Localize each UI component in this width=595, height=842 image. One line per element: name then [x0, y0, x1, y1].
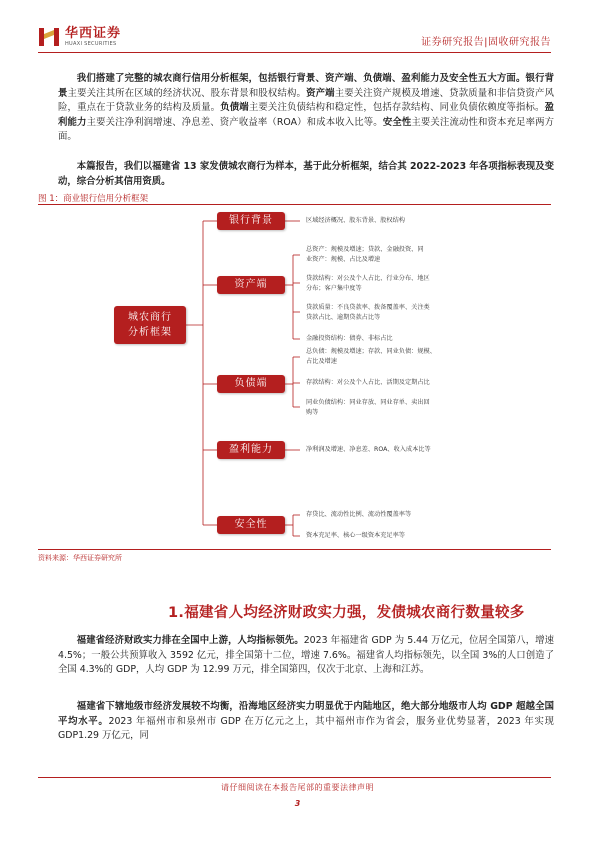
- header-divider: [38, 52, 551, 53]
- page-number: 3: [294, 799, 301, 808]
- figure-title: 图 1：商业银行信用分析框架: [38, 194, 149, 204]
- leaf-line: 资本充足率、核心一级资本充足率等: [306, 532, 405, 539]
- leaf-total-assets: [306, 245, 424, 264]
- bold-text-run: 福建省下辖地级市经济发展较不均衡，沿海地区经济实力明显优于内陆地区，绝大部分地级市人均 GDP 超越全国平均水平。: [58, 701, 554, 727]
- figure-source: 资料来源：华西证券研究所: [38, 554, 122, 562]
- leaf-line: 购等: [306, 408, 319, 416]
- leaf-loan-structure: [306, 274, 430, 293]
- report-type-label: 证券研究报告|固收研究报告: [421, 37, 551, 48]
- leaf-bank-background: [306, 216, 405, 226]
- leaf-line: 业资产：规模、占比及增速: [306, 255, 381, 263]
- leaf-line: 贷款质量：不良贷款率、拨备覆盖率、关注类: [306, 304, 430, 311]
- leaf-loan-quality: [306, 303, 430, 322]
- leaf-capital-adequacy: [306, 531, 405, 541]
- figure-bottom-rule: [38, 549, 551, 550]
- bold-text-run: 我们搭建了完整的城农商行信用分析框架，包括银行背景、资产端、负债端、盈利能力及安全性五大方面。: [76, 73, 526, 84]
- credit-analysis-framework-diagram: [38, 205, 551, 548]
- text-run: 主要关注净利润增速、净息差、资产收益率（ROA）和成本收入比等。: [86, 116, 383, 128]
- category-bank-background: 银行背景: [217, 212, 285, 230]
- leaf-financial-investment: [306, 334, 393, 344]
- section-paragraph-fujian-economy: [58, 634, 554, 678]
- text-run: 主要关注负债结构和稳定性，包括存款结构、同业负债依赖度等指标。: [248, 102, 545, 114]
- bold-text-run: 负债端: [220, 102, 249, 114]
- leaf-line: 贷款结构：对公及个人占比、行业分布、地区: [306, 275, 430, 282]
- leaf-line: 占比及增速: [306, 357, 337, 365]
- bold-text-run: 银行背景: [58, 73, 554, 99]
- leaf-line: 存贷比、流动性比例、流动性覆盖率等: [306, 511, 412, 518]
- bold-text-run: 资产端: [306, 87, 335, 99]
- text-run: 主要关注资产规模及增速、贷款质量和非信贷资产风险，重点在于贷款业务的结构及质量。: [58, 87, 554, 114]
- category-liability-side: 负债端: [217, 375, 285, 393]
- category-safety: 安全性: [217, 516, 285, 534]
- leaf-line: 贷款占比、逾期贷款占比等: [306, 313, 381, 321]
- leaf-line: 总资产：规模及增速；贷款、金融投资、同: [306, 246, 424, 253]
- text-run: 主要关注流动性和资本充足率两方面。: [58, 116, 554, 143]
- section-paragraph-city-economy: [58, 700, 554, 744]
- logo-mark-icon: [38, 26, 60, 48]
- logo-name-en: HUAXI SECURITIES: [65, 40, 117, 47]
- root-label-line2: 分析框架: [128, 327, 172, 338]
- intro-paragraph-framework: [58, 72, 554, 145]
- category-profitability: 盈利能力: [217, 441, 285, 459]
- text-run: 主要关注其所在区域的经济状况、股东背景和股权结构。: [67, 87, 307, 99]
- company-logo: [38, 26, 121, 48]
- bold-text-run: 盈利能力: [58, 102, 554, 128]
- section-heading: 1.福建省人均经济财政实力强，发债城农商行数量较多: [168, 605, 525, 621]
- leaf-line: 金融投资结构：债券、非标占比: [306, 335, 393, 342]
- leaf-deposit-structure: [306, 378, 430, 388]
- diagram-root-node: [114, 306, 186, 344]
- bold-text-run: 安全性: [382, 116, 412, 128]
- category-asset-side: 资产端: [217, 276, 285, 294]
- diagram-connector-lines: [38, 205, 551, 548]
- logo-name-cn: 华西证券: [65, 25, 122, 41]
- leaf-line: 净利润及增速、净息差、ROA、收入成本比等: [306, 446, 431, 453]
- root-label-line1: 城农商行: [128, 312, 172, 323]
- footer-divider: [38, 777, 551, 778]
- text-run: 2023 年福州市和泉州市 GDP 在万亿元之上，其中福州市作为省会，服务业优势显著，2023 年实现 GDP1.29 万亿元，同: [58, 715, 554, 742]
- text-run: 2023 年福建省 GDP 为 5.44 万亿元，位居全国第八，增速 4.5%；一般公共预算收入 3592 亿元，排全国第十二位，增速 7.6%。福建省人均指标领先，以全国 3%的人口创造了全国 4.3%的 GDP，人均 GDP 为 12.99 万元，排全国第四，仅次于北京、上海和江苏。: [58, 635, 554, 676]
- leaf-line: 同业负债结构：同业存放、同业存单、卖出回: [306, 399, 430, 406]
- leaf-line: 总负债：规模及增速；存款、同业负债：规模、: [306, 348, 436, 355]
- leaf-liquidity: [306, 510, 411, 520]
- leaf-line: 存款结构：对公及个人占比、活期及定期占比: [306, 379, 430, 386]
- leaf-line: 区域经济概况、股东背景、股权结构: [306, 217, 405, 224]
- leaf-profitability: [306, 445, 431, 455]
- bold-text-run: 福建省经济财政实力排在全国中上游，人均指标领先。: [76, 635, 304, 646]
- leaf-interbank-liabilities: [306, 398, 430, 417]
- leaf-total-liabilities: [306, 347, 436, 366]
- legal-notice: 请仔细阅读在本报告尾部的重要法律声明: [221, 783, 374, 792]
- leaf-line: 分布；客户集中度等: [306, 284, 362, 292]
- intro-paragraph-sample: 本篇报告，我们以福建省 13 家发债城农商行为样本，基于此分析框架，结合其 2022-2023 年各项指标表现及变动，综合分析其信用资质。: [58, 161, 554, 187]
